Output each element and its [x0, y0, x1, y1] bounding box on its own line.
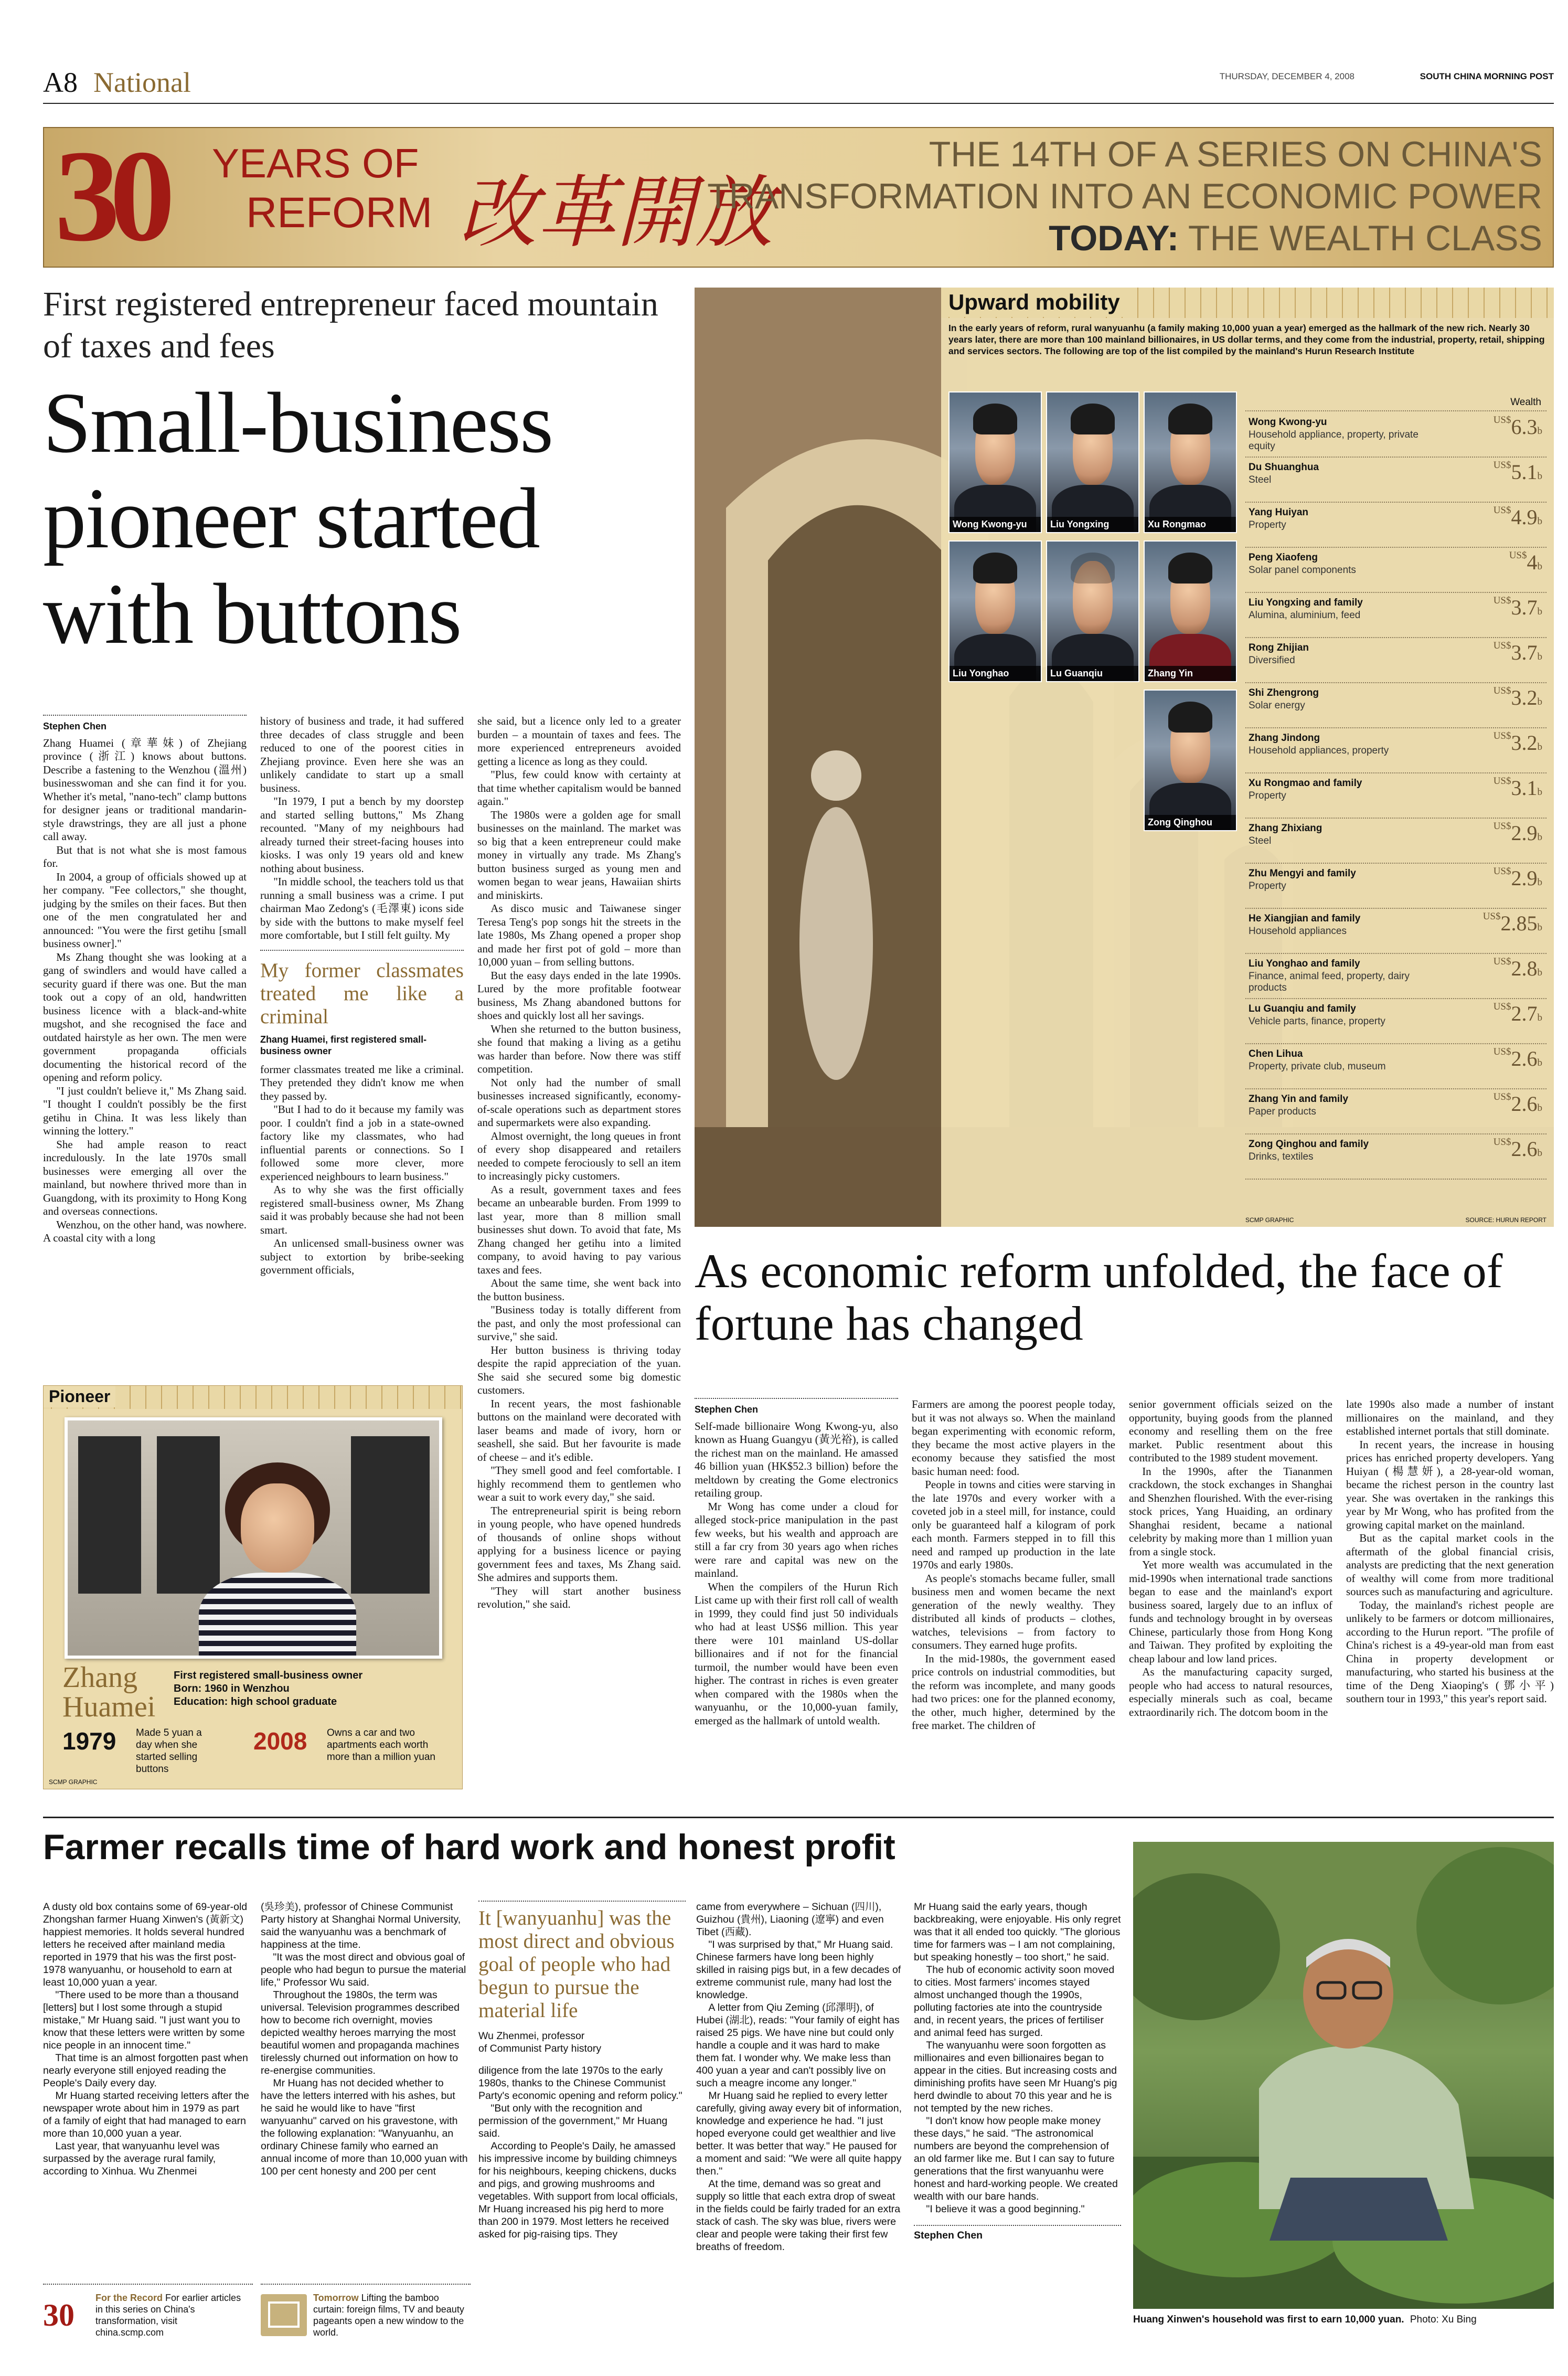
photo-caption: Zong Qinghou — [1145, 815, 1236, 830]
currency-label: US$ — [1509, 550, 1527, 561]
paragraph: The entrepreneurial spirit is being reborn in young people, who have opened hundreds of thousands of online shops without applying for a business licence or paying government fees and taxes, Ms Zhang said. She admires and supports them. — [477, 1504, 681, 1584]
portrait-wong-kwong-yu — [948, 391, 1042, 533]
paragraph: history of business and trade, it had suffered three decades of class struggle and been reduced to one of the poorest cities in Zhejiang province. Even here she was an unlikely candidate to start up a small business. — [260, 715, 464, 794]
currency-label: US$ — [1482, 911, 1501, 922]
paragraph: Her button business is thriving today despite the rapid appreciation of the yuan. She said she secured some big domestic customers. — [477, 1343, 681, 1396]
photo-caption: Xu Rongmao — [1145, 517, 1236, 532]
unit-label: b — [1537, 1057, 1542, 1068]
portrait-liu-yongxing — [1046, 391, 1139, 533]
unit-label: b — [1537, 1102, 1542, 1113]
record-title: For the Record — [95, 2293, 163, 2303]
paragraph: In recent years, the most fashionable buttons on the mainland were decorated with laser beams and made of ivory, horn or seashell, she said. But her favourite is made of cheese – and it's edible. — [477, 1397, 681, 1463]
currency-label: US$ — [1493, 866, 1511, 877]
record-text: For earlier articles in this series on China's transformation, visit china.scmp.com — [95, 2293, 241, 2338]
paragraph: As a result, government taxes and fees became an unbearable burden. From 1999 to last year, more than 8 million small businesses shut down. To avoid that fate, Ms Zhang changed her getihu into a limited company, to avoid having to pay various taxes and fees. — [477, 1183, 681, 1276]
wealth-row — [1245, 548, 1546, 593]
wealth-list — [1245, 397, 1546, 1184]
wealth-amount: 4.9 — [1511, 505, 1538, 529]
wealth-industry: Paper products — [1249, 1106, 1316, 1117]
paragraph: Wenzhou, on the other hand, was nowhere. A coastal city with a long — [43, 1218, 247, 1244]
paragraph: diligence from the late 1970s to the early 1980s, thanks to the Chinese Communist Party's economic opening and reform policy." — [478, 2065, 682, 2102]
paragraph: she said, but a licence only led to a greater burden – a mountain of taxes and fees. The more experienced entrepreneurs avoided getting a licence as long as they could. — [477, 715, 681, 768]
pioneer-name-first: Zhang — [62, 1661, 138, 1694]
paragraph: Last year, that wanyuanhu level was surpassed by the average rural family, according to Xinhua. Wu Zhenmei — [43, 2140, 220, 2177]
button-display-board — [157, 1436, 220, 1594]
wealth-row — [1245, 638, 1546, 683]
wealth-amount: 3.7 — [1511, 641, 1538, 664]
wealth-amount: 3.2 — [1511, 686, 1538, 709]
unit-label: b — [1537, 877, 1542, 888]
paragraph: In recent years, the increase in housing prices has enriched property developers. Yang Huiyan (楊慧妍), a 28-year-old woman, became the richest person in the country last year. She was overtaken in the rankings this year by Mr Wong, who has profited from the growing capital market on the mainland. — [1346, 1438, 1554, 1531]
wealth-amount: 3.1 — [1511, 776, 1538, 800]
wealth-person-name: Zhang Zhixiang — [1249, 823, 1322, 834]
paragraph: Mr Huang said he replied to every letter carefully, giving away every bit of information, knowledge and experience he had. "I just hoped everyone could get wealthier and live better. It was better that way." He paused for a moment and said: "We were all quite happy then." — [696, 2090, 902, 2177]
paragraph: She had ample reason to react incredulously. In the late 1970s small businesses were emerging all over the mainland, but nowhere thrived more than in Guangdong, with its proximity to Hong Kong and overseas connections. — [43, 1138, 247, 1217]
paragraph: Mr Huang said the early years, though backbreaking, were enjoyable. His only regret was that it all ended too quickly. "The glorious time for farmers was – I am not complaining, but speaking honestly – too short," he said. — [914, 1901, 1121, 1963]
story3-column-3 — [478, 1901, 686, 2373]
pioneer-year-1979: 1979 — [62, 1727, 116, 1755]
tomorrow-text-block — [313, 2292, 465, 2338]
page-header — [43, 62, 1554, 109]
wealth-value — [1494, 1046, 1542, 1071]
wealth-row — [1245, 999, 1546, 1044]
wealth-industry: Household appliances — [1249, 926, 1347, 937]
story3-column-2 — [261, 1901, 468, 2331]
story1-kicker: First registered entrepreneur faced mountain of taxes and fees — [43, 285, 658, 365]
currency-label: US$ — [1493, 730, 1511, 741]
wealth-header-rule — [1245, 410, 1546, 411]
unit-label: b — [1537, 606, 1542, 617]
pioneer-name — [62, 1663, 155, 1722]
paragraph: "I don't know how people make money these days," he said. "The astronomical numbers are beyond the comprehension of an old farmer like me. But I can say to future generations that the first wanyuanhu were honest and hard-working people. We created wealth with our bare hands. — [914, 2115, 1118, 2202]
pioneer-name-last: Huamei — [62, 1691, 156, 1723]
unit-label: b — [1537, 561, 1542, 572]
wealth-value — [1494, 776, 1542, 800]
wealth-row — [1245, 683, 1546, 728]
wealth-industry: Diversified — [1249, 655, 1295, 666]
photo-caption: Wong Kwong-yu — [950, 517, 1041, 532]
wealth-value — [1494, 866, 1542, 890]
portrait-xu-rongmao — [1144, 391, 1237, 533]
masthead-name: SOUTH CHINA MORNING POST — [1420, 71, 1554, 81]
unit-label: b — [1537, 1148, 1542, 1159]
paragraph: In the 1990s, after the Tiananmen crackdown, the stock exchanges in Shanghai and Shenzhen flourished. With the ever-rising stock prices, Yang Huaiding, an ordinary Shanghai resident, became a national celebrity by making more than 1 million yuan from a single stock. — [1129, 1465, 1332, 1558]
paragraph: Throughout the 1980s, the term was universal. Television programmes described how to become rich overnight, movies depicted wealthy heroes marrying the most beautiful women and propaganda machines tirelessly churned out information on how to re-energise communities. — [261, 1989, 460, 2076]
paragraph: Mr Huang has not decided whether to have the letters interred with his ashes, but he said he would like to have "first wanyuanhu" carved on his gravestone, with the following explanation: "Wanyuanhu, an ordinary Chinese family who earned an annual income of more than 10,000 yuan with 100 per cent honesty and 200 per cent — [261, 2077, 468, 2177]
paragraph: "I believe it was a good beginning." — [926, 2203, 1085, 2215]
wealth-row — [1245, 954, 1546, 999]
unit-label: b — [1537, 696, 1542, 707]
section-name: National — [93, 67, 191, 98]
wealth-amount: 2.6 — [1511, 1137, 1538, 1161]
pioneer-year-2008-text: Owns a car and two apartments each worth more than a million yuan — [327, 1727, 435, 1763]
portrait-zong-qinghou — [1144, 690, 1237, 831]
paragraph: Yet more wealth was accumulated in the mid-1990s when international trade sanctions began to ease and the mainland's export business soared, largely due to an influx of funds and technology brought in by overseas Chinese, particularly those from Hong Kong and Taiwan. They profited by exploiting the cheap labour and low land prices. — [1129, 1558, 1332, 1665]
currency-label: US$ — [1493, 1001, 1511, 1012]
wealth-row — [1245, 1089, 1546, 1134]
banner-reform: REFORM — [246, 189, 433, 237]
wealth-value — [1494, 685, 1542, 710]
wealth-rows — [1245, 412, 1546, 1184]
mobility-header-bar — [941, 288, 1554, 318]
paragraph: "In 1979, I put a bench by my doorstep and started selling buttons," Ms Zhang recounted. "Many of my neighbours had already turned their street-facing houses into kiosks. I was only 19 years old and knew nothing about business. — [260, 795, 464, 875]
paragraph: "I was surprised by that," Mr Huang said. Chinese farmers have long been highly skilled in raising pigs but, in a few decades of extreme communist rule, many had lost the knowledge. — [696, 1939, 901, 2001]
wealth-amount: 2.7 — [1511, 1002, 1538, 1025]
pullquote-text: My former classmates treated me like a criminal — [260, 959, 464, 1028]
unit-label: b — [1537, 967, 1542, 978]
mobility-source: SOURCE: HURUN REPORT — [1465, 1216, 1546, 1224]
woman-face — [241, 1483, 314, 1573]
unit-label: b — [1537, 1012, 1542, 1023]
paragraph: When the compilers of the Hurun Rich List came up with their first roll call of wealth in 1999, they could find just 50 individuals who had at least US$6 million. This year there were 101 mainland US-dollar billionaires and if not for the financial turmoil, the number would have been even higher. The contrast in riches is even greater when compared with the 1980s when the wanyuanhu, or the 10,000-yuan family, emerged as the hallmark of untold wealth. — [695, 1580, 898, 1727]
caption-text: Huang Xinwen's household was first to earn 10,000 yuan. — [1133, 2314, 1404, 2325]
pullquote-text: It [wanyuanhu] was the most direct and obvious goal of people who had begun to pursue the material life — [478, 1907, 675, 2022]
mobility-intro: In the early years of reform, rural wanyuanhu (a family making 10,000 yuan a year) emerged as the hallmark of the new rich. Nearly 30 years later, there are more than 100 mainland billionaires, in US dollar terms, and they come from the industrial, property, retail, shipping and services sectors. The following are top of the list compiled by the mainland's Hurun Research Institute — [948, 323, 1545, 356]
currency-label: US$ — [1493, 505, 1511, 516]
pioneer-photo — [65, 1417, 442, 1659]
story1-byline: Stephen Chen — [43, 715, 247, 734]
wealth-value — [1494, 730, 1542, 755]
tomorrow-box — [261, 2284, 471, 2341]
banner-line1: THE 14TH OF A SERIES ON CHINA'S — [929, 134, 1542, 174]
paragraph: As to why she was the first officially registered small-business owner, Ms Zhang said it was probably because she had not been smart. — [260, 1183, 464, 1236]
paragraph: That time is an almost forgotten past when nearly everyone still enjoyed reading the People's Daily every day. — [43, 2052, 248, 2089]
story1-headline: Small-business pioneer started with buttons — [43, 375, 553, 662]
wealth-industry: Household appliances, property — [1249, 745, 1389, 756]
unit-label: b — [1537, 426, 1542, 437]
paragraph: senior government officials seized on the opportunity, buying goods from the planned economy and reselling them on the free market. Public resentment about this contributed to the 1989 student movement. — [1129, 1398, 1332, 1464]
paragraph: Today, the mainland's richest people are unlikely to be farmers or dotcom millionaires, according to the Hurun report. "The profile of China's richest is a 49-year-old man from east China in property development or manufacturing, who started his business at the time of the Deng Xiaoping's (鄧小平) southern tour in 1993," this year's report said. — [1346, 1598, 1554, 1705]
paragraph: But that is not what she is most famous for. — [43, 843, 247, 869]
wealth-row — [1245, 458, 1546, 503]
banner-today: TODAY: — [1049, 218, 1179, 258]
wealth-row — [1245, 412, 1546, 458]
wealth-row — [1245, 593, 1546, 638]
wealth-value — [1509, 550, 1542, 575]
paragraph: "Business today is totally different from the past, and only the most professional can survive," she said. — [477, 1303, 681, 1343]
paragraph: Zhang Huamei (章華妹) of Zhejiang province (浙江) knows about buttons. Describe a fastening to the Wenzhou (溫州) businesswoman and she can find it for you. Whether it's metal, "nano-tech" clamp buttons for designer jeans or traditional mandarin-style drawstrings, they are all just a phone call away. — [43, 736, 247, 843]
currency-label: US$ — [1493, 460, 1511, 471]
paragraph: "They will start another business revolution," she said. — [477, 1584, 681, 1610]
wealth-row — [1245, 864, 1546, 909]
unit-label: b — [1537, 471, 1542, 482]
wealth-amount: 2.8 — [1511, 957, 1538, 980]
story1-pullquote — [260, 950, 464, 1057]
photo-caption: Liu Yongxing — [1047, 517, 1138, 532]
mobility-panel — [941, 318, 1554, 1227]
mobility-title: Upward mobility — [941, 288, 1127, 317]
unit-label: b — [1537, 832, 1542, 843]
paragraph: "But only with the recognition and permission of the government," Mr Huang said. — [478, 2103, 668, 2139]
wealth-amount: 3.7 — [1511, 596, 1538, 619]
page-number: A8 — [43, 67, 78, 98]
story3-headline: Farmer recalls time of hard work and honest profit — [43, 1827, 895, 1867]
paragraph: The wanyuanhu were soon forgotten as millionaires and even billionaires began to appear in the cities. But increasing costs and diminishing profits have seen Mr Huang's pig herd dwindle to about 70 this year and he is not tempted by the new riches. — [914, 2040, 1117, 2114]
portrait-liu-yonghao — [948, 540, 1042, 682]
currency-label: US$ — [1493, 595, 1511, 606]
wealth-industry: Property, private club, museum — [1249, 1061, 1386, 1072]
story1-column-2 — [260, 715, 464, 1392]
wealth-value — [1494, 956, 1542, 981]
wealth-person-name: Wong Kwong-yu — [1249, 417, 1327, 428]
for-the-record-box — [43, 2284, 253, 2341]
paragraph: But as the capital market cools in the aftermath of the global financial crisis, analysts are predicting that the next generation of wealthy will come from more traditional sources such as manufacturing and agriculture. — [1346, 1532, 1554, 1598]
paragraph: At the time, demand was so great and supply so little that each extra drop of sweat in the fields could be fairly traded for an extra stack of cash. The sky was blue, rivers were clear and people were taking their first few breaths of freedom. — [696, 2178, 901, 2253]
paragraph: An unlicensed small-business owner was subject to extortion by bribe-seeking government officials, — [260, 1237, 464, 1276]
paragraph: About the same time, she went back into the button business. — [477, 1277, 681, 1303]
unit-label: b — [1537, 516, 1542, 527]
wealth-person-name: Du Shuanghua — [1249, 462, 1319, 473]
currency-label: US$ — [1493, 685, 1511, 696]
record-text-block — [95, 2292, 248, 2338]
wealth-row — [1245, 503, 1546, 548]
portrait-zhang-yin — [1144, 540, 1237, 682]
story3-pullquote — [478, 1901, 686, 2055]
paragraph: Ms Zhang thought she was looking at a gang of swindlers and would have called a security guard if there was one. But the man took out a copy of an old, handwritten business licence with a black-and-white mugshot, and she recognised the face and outdated hairstyle as her own. The men were government propaganda officials documenting the historical record of the opening and reform policy. — [43, 950, 247, 1084]
currency-label: US$ — [1493, 956, 1511, 967]
tomorrow-title: Tomorrow — [313, 2293, 359, 2303]
paragraph: Self-made billionaire Wong Kwong-yu, also known as Huang Guangyu (黃光裕), is called the richest man on the mainland. He amassed 46 billion yuan (HK$52.3 billion) before the meltdown by creating the Gome electronics retailing group. — [695, 1419, 898, 1499]
wealth-value — [1483, 911, 1542, 936]
photo-credit: Photo: Xu Bing — [1410, 2314, 1477, 2325]
wealth-person-name: Lu Guanqiu and family — [1249, 1003, 1356, 1014]
pioneer-title: Pioneer — [44, 1386, 115, 1407]
unit-label: b — [1537, 922, 1542, 933]
wealth-amount: 4 — [1527, 550, 1538, 574]
wealth-amount: 2.9 — [1511, 866, 1538, 890]
unit-label: b — [1537, 787, 1542, 798]
tomorrow-text: Lifting the bamboo curtain: foreign films, TV and beauty pageants open a new window to the world. — [313, 2293, 464, 2338]
photo-caption: Liu Yonghao — [950, 666, 1041, 681]
wealth-person-name: Liu Yonghao and family — [1249, 958, 1360, 969]
wealth-value — [1494, 595, 1542, 620]
wealth-value — [1494, 640, 1542, 665]
paragraph: In 2004, a group of officials showed up at her company. "Fee collectors," she thought, judging by the smiles on their faces. But then one of the men congratulated her and announced: "You were the first getihu [small business owner]." — [43, 870, 247, 950]
story3-column-4 — [696, 1901, 903, 2362]
wealth-value — [1494, 460, 1542, 484]
story3-top-rule — [43, 1817, 1554, 1818]
pullquote-attribution: Zhang Huamei, first registered small-business owner — [260, 1034, 427, 1056]
wealth-value — [1494, 1137, 1542, 1161]
paragraph: As disco music and Taiwanese singer Teresa Teng's pop songs hit the streets in the late 1980s, Ms Zhang opened a proper shop and made her first pot of gold – more than 10,000 yuan – from selling buttons. — [477, 902, 681, 968]
wealth-value — [1494, 1091, 1542, 1116]
story1-column-1 — [43, 715, 247, 1392]
wealth-person-name: Liu Yongxing and family — [1249, 597, 1363, 608]
woman-shirt — [199, 1573, 356, 1659]
wealth-amount: 2.85 — [1500, 911, 1538, 935]
wealth-person-name: Zong Qinghou and family — [1249, 1139, 1369, 1150]
wealth-row — [1245, 728, 1546, 773]
banner-line2: TRANSFORMATION INTO AN ECONOMIC POWER — [707, 176, 1542, 216]
wealth-amount: 2.6 — [1511, 1092, 1538, 1116]
currency-label: US$ — [1493, 1046, 1511, 1057]
wealth-person-name: Zhu Mengyi and family — [1249, 868, 1356, 879]
wealth-industry: Household appliance, property, private equity — [1249, 429, 1418, 452]
button-display-board — [78, 1436, 141, 1594]
wealth-value — [1494, 415, 1542, 439]
banner-chinese: 改革開放 — [458, 167, 774, 259]
story2-headline: As economic reform unfolded, the face of fortune has changed — [695, 1244, 1503, 1350]
wealth-person-name: Yang Huiyan — [1249, 507, 1309, 518]
pioneer-header-bar — [44, 1386, 462, 1409]
wealth-amount: 6.3 — [1511, 415, 1538, 439]
paragraph: "They smell good and feel comfortable. I highly recommend them to gentlemen who wear a suit to work every day," she said. — [477, 1464, 681, 1503]
wealth-person-name: Zhang Jindong — [1249, 733, 1320, 744]
paragraph: "In middle school, the teachers told us that running a small business was a crime. I put chairman Mao Zedong's (毛澤東) icons side by side with the buttons to make myself feel more comfortable, but I still felt guilty. My — [260, 875, 464, 941]
wealth-industry: Solar panel components — [1249, 565, 1356, 576]
paragraph: In the mid-1980s, the government eased price controls on industrial commodities, but the reform was incomplete, and many goods had two prices: one for the planned economy, the other, much higher, determined by the free market. The children of — [912, 1652, 1115, 1732]
story2-column-1 — [695, 1398, 898, 1807]
story3-byline: Stephen Chen — [914, 2225, 1121, 2242]
farmer-photo-caption — [1133, 2314, 1554, 2326]
pioneer-details — [174, 1669, 362, 1709]
paragraph: (吳珍美), professor of Chinese Communist Party history at Shanghai Normal University, said the wanyuanhu was a benchmark of happiness at the time. — [261, 1901, 461, 1950]
upward-mobility-graphic — [695, 288, 1554, 1227]
paragraph: The hub of economic activity soon moved to cities. Most farmers' incomes stayed almost unchanged though the 1990s, polluting factories ate into the countryside and, in recent years, the prices of fertiliser and animal feed has surged. — [914, 1964, 1115, 2039]
paragraph: "Plus, few could know with certainty at that time whether capitalism would be banned again." — [477, 768, 681, 808]
wealth-person-name: He Xiangjian and family — [1249, 913, 1361, 924]
paragraph: late 1990s also made a number of instant millionaires on the mainland, and they established internet portals that still dominate. — [1346, 1398, 1554, 1437]
pioneer-desc-3: Education: high school graduate — [174, 1696, 337, 1707]
wealth-person-name: Shi Zhengrong — [1249, 687, 1319, 698]
paragraph: As people's stomachs became fuller, small business men and women became the next generation of the newly wealthy. They distributed all kinds of products – clothes, watches, televisions – from factory to consumers. They earned huge profits. — [912, 1572, 1115, 1651]
wealth-industry: Solar energy — [1249, 700, 1305, 711]
wealth-row — [1245, 1044, 1546, 1089]
farmer-photo — [1133, 1842, 1554, 2309]
paragraph: "There used to be more than a thousand [letters] but I lost some through a stupid mistake," Mr Huang said. "I just want you to know that these letters were written by some nice people in an innocent time." — [43, 1989, 245, 2051]
wealth-row — [1245, 1134, 1546, 1180]
wealth-row — [1245, 909, 1546, 954]
currency-label: US$ — [1493, 821, 1511, 832]
pullquote-attribution-2: of Communist Party history — [478, 2043, 602, 2054]
banner-thirty: 30 — [55, 123, 165, 269]
story2-column-4 — [1346, 1398, 1554, 1807]
unit-label: b — [1537, 651, 1542, 662]
paragraph: Almost overnight, the long queues in front of every shop disappeared and retailers needed to compete ferociously to sell an item to increasingly picky customers. — [477, 1129, 681, 1182]
wealth-row — [1245, 773, 1546, 819]
pullquote-attribution-1: Wu Zhenmei, professor — [478, 2030, 585, 2042]
story2-column-2 — [912, 1398, 1115, 1807]
pioneer-credit: SCMP GRAPHIC — [49, 1778, 98, 1786]
paragraph: Mr Wong has come under a cloud for alleged stock-price manipulation in the past few weeks, but his wealth and approach are still a far cry from 30 years ago when riches were rare and capital was new on the mainland. — [695, 1500, 898, 1579]
wealth-value — [1494, 821, 1542, 845]
wealth-person-name: Zhang Yin and family — [1249, 1094, 1349, 1105]
paragraph: "It was the most direct and obvious goal of people who had begun to pursue the material life," Professor Wu said. — [261, 1951, 466, 1988]
header-rule — [43, 103, 1554, 104]
wealth-industry: Steel — [1249, 835, 1272, 846]
story3-column-5 — [914, 1901, 1121, 2362]
unit-label: b — [1537, 741, 1542, 752]
currency-label: US$ — [1493, 415, 1511, 426]
portrait-lu-guanqiu — [1046, 540, 1139, 682]
story2-column-3 — [1129, 1398, 1332, 1807]
button-display-board — [351, 1436, 430, 1594]
paragraph: People in towns and cities were starving in the late 1970s and every worker with a coveted job in a steel mill, for instance, could only be guaranteed half a kilogram of pork each month. Farmers stepped in to fill this need and ramped up production in the late 1970s and early 1980s. — [912, 1478, 1115, 1571]
wealth-industry: Alumina, aluminium, feed — [1249, 610, 1361, 621]
story3-column-1 — [43, 1901, 250, 2331]
pioneer-year-2008: 2008 — [253, 1727, 307, 1755]
mobility-credit: SCMP GRAPHIC — [1245, 1216, 1294, 1224]
paragraph: When she returned to the button business, she found that making a living as a getihu was harder than before. Now there was stiff competition. — [477, 1022, 681, 1075]
paragraph: The 1980s were a golden age for small businesses on the mainland. The market was so big that a keen entrepreneur could make money in virtually any trade. Ms Zhang's button business surged as young men and women began to wear jeans, Hawaiian shirts and miniskirts. — [477, 808, 681, 901]
wealth-amount: 5.1 — [1511, 460, 1538, 484]
banner-series-text — [707, 133, 1542, 259]
dateline: THURSDAY, DECEMBER 4, 2008 — [1219, 71, 1354, 81]
story2-byline: Stephen Chen — [695, 1398, 898, 1417]
paragraph: As the manufacturing capacity surged, people who had access to natural resources, especially minerals such as coal, became extraordinarily rich. The dotcom boom in the — [1129, 1666, 1332, 1719]
wealth-column-header: Wealth — [1510, 397, 1541, 408]
pioneer-desc-2: Born: 1960 in Wenzhou — [174, 1683, 290, 1694]
wealth-industry: Steel — [1249, 474, 1272, 485]
banner-topic: THE WEALTH CLASS — [1188, 218, 1542, 258]
farmer-illustration — [1133, 1842, 1554, 2309]
wealth-person-name: Peng Xiaofeng — [1249, 552, 1318, 563]
paragraph: A dusty old box contains some of 69-year-old Zhongshan farmer Huang Xinwen's (黃新文) happiest memories. It holds several hundred letters he received after mainland media reported in 1979 that his was the first post-1978 wanyuanhu, or household to earn at least 10,000 yuan a year. — [43, 1901, 248, 1988]
paragraph: Not only had the number of small businesses increased significantly, economy-of-scale operations such as department stores and supermarkets were also expanding. — [477, 1076, 681, 1129]
paragraph: came from everywhere – Sichuan (四川), Guizhou (貴州), Liaoning (遼寧) and even Tibet (西藏). — [696, 1901, 884, 1938]
paragraph: But the easy days ended in the late 1990s. Lured by the more profitable footwear business, Ms Zhang abandoned buttons for shoes and quickly lost all her savings. — [477, 969, 681, 1022]
wealth-person-name: Chen Lihua — [1249, 1048, 1303, 1059]
wealth-row — [1245, 819, 1546, 864]
photo-caption: Lu Guanqiu — [1047, 666, 1138, 681]
photo-caption: Zhang Yin — [1145, 666, 1236, 681]
currency-label: US$ — [1493, 1091, 1511, 1102]
wealth-person-name: Rong Zhijian — [1249, 642, 1309, 653]
pioneer-box — [43, 1385, 463, 1789]
tomorrow-icon — [261, 2294, 307, 2336]
paragraph: "I just couldn't believe it," Ms Zhang said. "I thought I couldn't possibly be the first getihu in China. It was less likely than winning the lottery." — [43, 1084, 247, 1137]
wealth-industry: Vehicle parts, finance, property — [1249, 1016, 1385, 1027]
paragraph: former classmates treated me like a criminal. They pretended they didn't know me when they passed by. — [260, 1063, 464, 1102]
currency-label: US$ — [1493, 640, 1511, 651]
wealth-industry: Property — [1249, 790, 1286, 801]
paragraph: Farmers are among the poorest people today, but it was not always so. When the mainland began experimenting with economic reform, they became the most active players in the economy because they satisfied the most basic human need: food. — [912, 1398, 1115, 1478]
wealth-value — [1494, 1001, 1542, 1026]
wealth-industry: Drinks, textiles — [1249, 1151, 1314, 1162]
pioneer-year-1979-text: Made 5 yuan a day when she started selling buttons — [136, 1727, 202, 1775]
wealth-industry: Property — [1249, 519, 1286, 531]
banner-years-of: YEARS OF — [212, 140, 419, 186]
paragraph: A letter from Qiu Zeming (邱澤明), of Hubei (湖北), reads: "Your family of eight has raised 25 pigs. We have nine but could only handle a couple and it was hard to make them fat. I wonder why. We make less than 400 yuan a year and can't possibly live on such a meagre income any longer." — [696, 2002, 900, 2089]
series-logo-icon: 30 — [43, 2298, 74, 2332]
story1-column-3 — [477, 715, 681, 1817]
series-banner — [43, 123, 1554, 269]
wealth-amount: 2.6 — [1511, 1047, 1538, 1070]
paragraph: "But I had to do it because my family was poor. I couldn't find a job in a state-owned factory like my classmates, who had influential parents or connections. So I followed some more clever, more experienced neighbours to learn business." — [260, 1103, 464, 1183]
wealth-amount: 3.2 — [1511, 731, 1538, 755]
paragraph: Mr Huang started receiving letters after the newspaper wrote about him in 1979 as part of a family of eight that had managed to earn more than 10,000 yuan a year. — [43, 2090, 249, 2139]
wealth-person-name: Xu Rongmao and family — [1249, 778, 1362, 789]
currency-label: US$ — [1493, 1137, 1511, 1148]
pioneer-desc-1: First registered small-business owner — [174, 1670, 363, 1681]
wealth-value — [1494, 505, 1542, 529]
wealth-industry: Property — [1249, 881, 1286, 892]
wealth-amount: 2.9 — [1511, 821, 1538, 845]
currency-label: US$ — [1493, 776, 1511, 787]
paragraph: According to People's Daily, he amassed his impressive income by building chimneys for his neighbours, keeping chickens, ducks and pigs, and growing mushrooms and vegetables. With support from local officials, Mr Huang increased his pig herd to more than 200 in 1979. Most letters he received asked for pig-raising tips. They — [478, 2140, 678, 2240]
wealth-industry: Finance, animal feed, property, dairy products — [1249, 971, 1410, 993]
